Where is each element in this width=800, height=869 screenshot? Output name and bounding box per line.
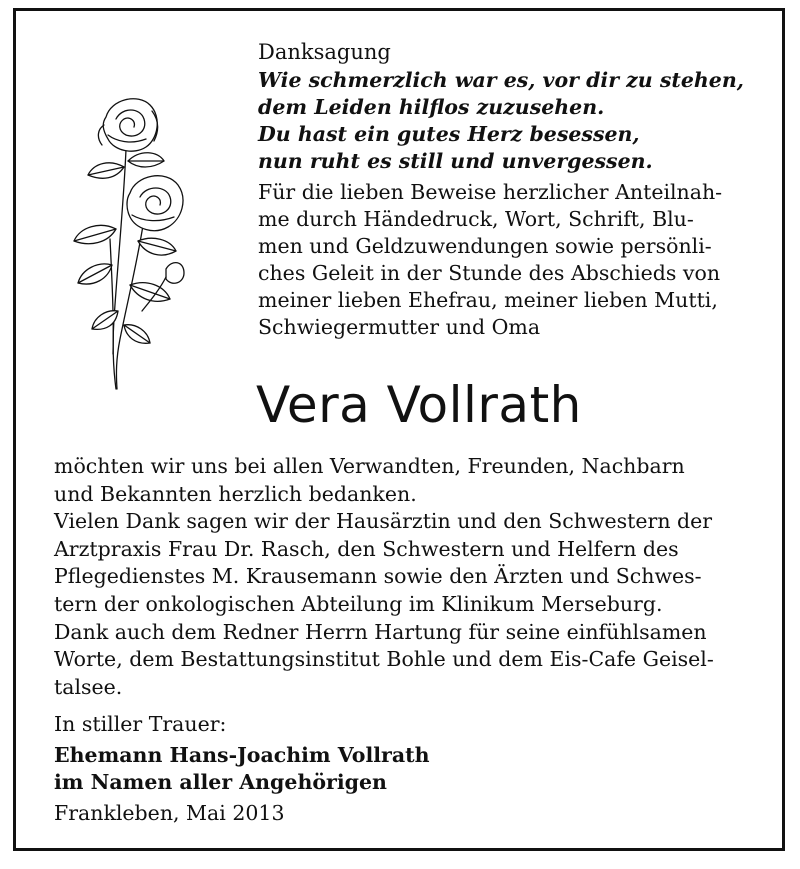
- intro-paragraph: [258, 179, 773, 341]
- upper-text-block: [258, 39, 773, 341]
- body-line: möchten wir uns bei allen Verwandten, Freunden, Nachbarn: [54, 454, 685, 478]
- place-date: Frankleben, Mai 2013: [54, 801, 285, 825]
- poem-line: Du hast ein gutes Herz besessen,: [258, 122, 640, 146]
- thanks-paragraph: [54, 453, 769, 701]
- mourning-label: In stiller Trauer:: [54, 712, 227, 736]
- body-line: Vielen Dank sagen wir der Hausärztin und den Schwestern der: [54, 509, 713, 534]
- deceased-name: Vera Vollrath: [256, 376, 582, 434]
- body-line: und Bekannten herzlich bedanken.: [54, 481, 417, 506]
- rose-bouquet-icon: [66, 89, 196, 394]
- body-line: talsee.: [54, 674, 123, 699]
- closing-block: [54, 711, 654, 827]
- signatory: Ehemann Hans-Joachim Vollrath: [54, 743, 430, 767]
- body-line: Arztpraxis Frau Dr. Rasch, den Schwestern und Helfern des: [54, 536, 679, 561]
- intro-line: men und Geldzuwendungen sowie persönli-: [258, 234, 712, 258]
- body-line: Pflegedienstes M. Krausemann sowie den Ärzten und Schwes-: [54, 564, 702, 589]
- poem-line: dem Leiden hilflos zuzusehen.: [258, 95, 605, 119]
- body-line: Dank auch dem Redner Herrn Hartung für seine einfühlsamen: [54, 619, 707, 644]
- intro-line: me durch Händedruck, Wort, Schrift, Blu-: [258, 207, 694, 231]
- intro-line: ches Geleit in der Stunde des Abschieds von: [258, 261, 721, 285]
- intro-line: Für die lieben Beweise herzlicher Anteilnah-: [258, 180, 723, 204]
- poem: [258, 67, 773, 175]
- signatory-note: im Namen aller Angehörigen: [54, 770, 387, 794]
- body-line: Worte, dem Bestattungsinstitut Bohle und dem Eis-Cafe Geisel-: [54, 647, 714, 672]
- body-line: tern der onkologischen Abteilung im Klinikum Merseburg.: [54, 591, 663, 616]
- notice-heading: Danksagung: [258, 40, 391, 64]
- poem-line: Wie schmerzlich war es, vor dir zu stehen,: [258, 68, 744, 92]
- obituary-notice: [13, 8, 785, 851]
- poem-line: nun ruht es still und unvergessen.: [258, 149, 653, 173]
- intro-line: Schwiegermutter und Oma: [258, 315, 541, 339]
- intro-line: meiner lieben Ehefrau, meiner lieben Mutti,: [258, 288, 718, 312]
